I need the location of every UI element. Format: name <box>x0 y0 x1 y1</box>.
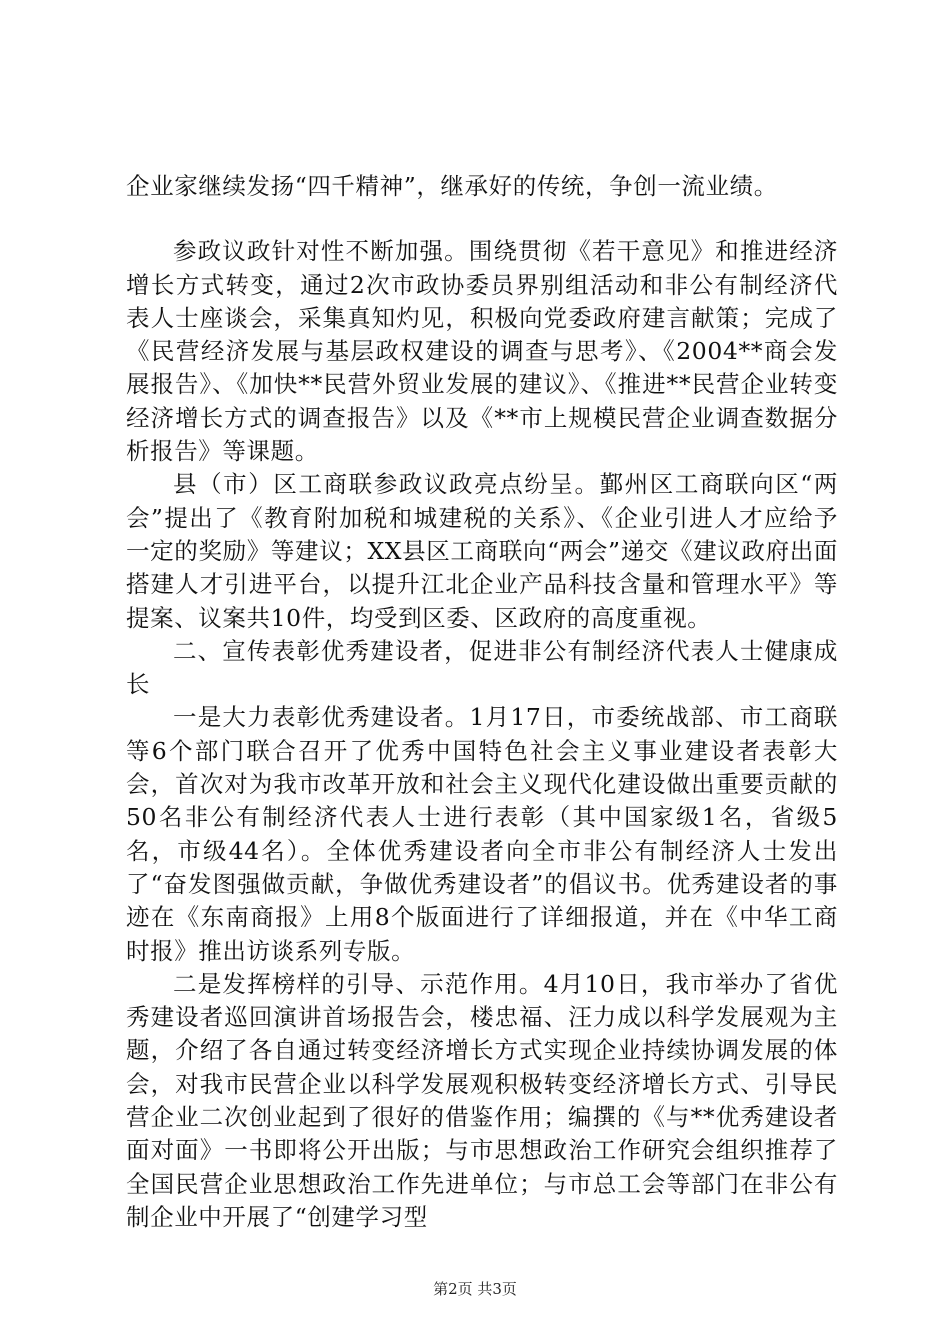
page-number-footer: 第2页 共3页 <box>433 1280 517 1298</box>
paragraph-commendation: 一是大力表彰优秀建设者。1月17日，市委统战部、市工商联等6个部门联合召开了优秀中国特色社会主义事业建设者表彰大会，首次对为我市改革开放和社会主义现代化建设做出重要贡献的50名非公有制经济代表人士进行表彰（其中国家级1名，省级5名，市级44名）。全体优秀建设者向全市非公有制经济人士发出了“奋发图强做贡献，争做优秀建设者”的倡议书。优秀建设者的事迹在《东南商报》上用8个版面进行了详细报道，并在《中华工商时报》推出访谈系列专版。 <box>126 703 838 965</box>
paragraph-advisory-work: 参政议政针对性不断加强。围绕贯彻《若干意见》和推进经济增长方式转变，通过2次市政协委员界别组活动和非公有制经济代表人士座谈会，采集真知灼见，积极向党委政府建言献策；完成了《民营经济发展与基层政权建设的调查与思考》、《2004**商会发展报告》、《加快**民营外贸业发展的建议》、《推进**民营企业转变经济增长方式的调查报告》以及《**市上规模民营企业调查数据分析报告》等课题。 <box>126 237 838 466</box>
body-text <box>126 170 838 1234</box>
paragraph-role-model: 二是发挥榜样的引导、示范作用。4月10日，我市举办了省优秀建设者巡回演讲首场报告会，楼忠福、汪力成以科学发展观为主题，介绍了各自通过转变经济增长方式实现企业持续协调发展的体会，对我市民营企业以科学发展观积极转变经济增长方式、引导民营企业二次创业起到了很好的借鉴作用；编撰的《与**优秀建设者面对面》一书即将公开出版；与市思想政治工作研究会组织推荐了全国民营企业思想政治工作先进单位；与市总工会等部门在非公有制企业中开展了“创建学习型 <box>126 969 838 1231</box>
section-heading-two: 二、宣传表彰优秀建设者，促进非公有制经济代表人士健康成长 <box>126 636 838 699</box>
paragraph-continuation: 企业家继续发扬“四千精神”，继承好的传统，争创一流业绩。 <box>126 172 778 200</box>
paragraph-district-highlights: 县（市）区工商联参政议政亮点纷呈。鄞州区工商联向区“两会”提出了《教育附加税和城建税的关系》、《企业引进人才应给予一定的奖励》等建议；XX县区工商联向“两会”递交《建议政府出面搭建人才引进平台，以提升江北企业产品科技含量和管理水平》等提案、议案共10件，均受到区委、区政府的高度重视。 <box>126 470 838 632</box>
